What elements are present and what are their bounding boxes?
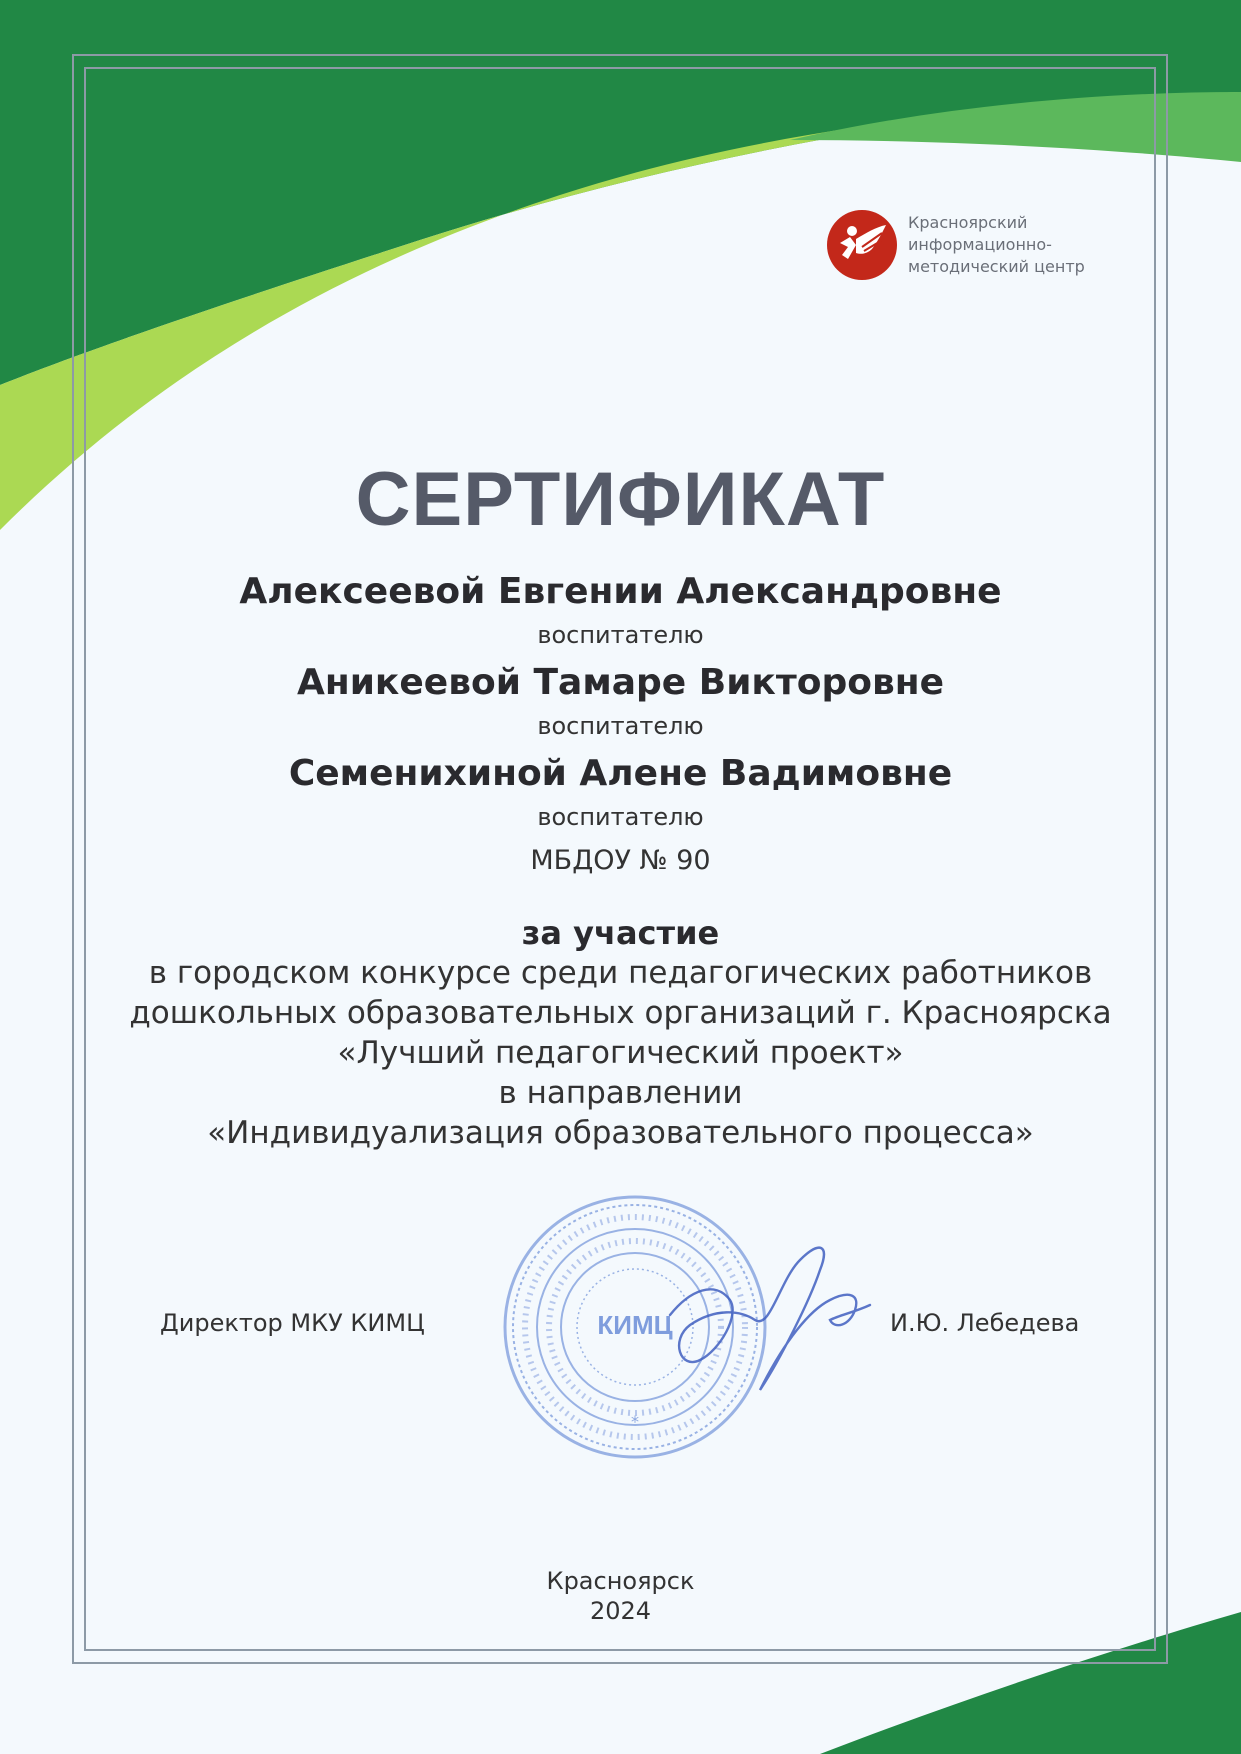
award-text-line: «Индивидуализация образовательного процесса» bbox=[207, 1115, 1034, 1151]
recipient-name: Алексеевой Евгении Александровне bbox=[239, 571, 1002, 612]
certificate-title: СЕРТИФИКАТ bbox=[355, 457, 886, 542]
recipient-role: воспитателю bbox=[537, 712, 704, 740]
logo-line: методический центр bbox=[908, 257, 1085, 276]
award-text-line: в городском конкурсе среди педагогических работников bbox=[148, 955, 1093, 991]
logo-caption bbox=[908, 212, 1148, 278]
stamp-center-text: КИМЦ bbox=[597, 1310, 673, 1340]
recipient-role: воспитателю bbox=[537, 803, 704, 831]
recipient-name: Семенихиной Алене Вадимовне bbox=[288, 753, 953, 794]
signatory-name: И.Ю. Лебедева bbox=[890, 1309, 1080, 1337]
award-text-line: дошкольных образовательных организаций г. Красноярска bbox=[129, 995, 1112, 1031]
logo-line: Красноярский bbox=[908, 213, 1028, 232]
svg-text:*: * bbox=[631, 1412, 639, 1431]
logo-line: информационно- bbox=[908, 235, 1052, 254]
kimc-logo-icon bbox=[826, 209, 898, 281]
signatory-position: Директор МКУ КИМЦ bbox=[160, 1309, 425, 1337]
recipient-role: воспитателю bbox=[537, 621, 704, 649]
handwritten-signature bbox=[660, 1220, 880, 1400]
award-text-line: «Лучший педагогический проект» bbox=[337, 1035, 904, 1071]
footer-city: Красноярск bbox=[546, 1567, 695, 1595]
footer-place-date bbox=[0, 1566, 1241, 1626]
footer-year: 2024 bbox=[589, 1597, 652, 1625]
organization-name: МБДОУ № 90 bbox=[530, 845, 711, 876]
recipient-name: Аникеевой Тамаре Викторовне bbox=[296, 662, 945, 703]
award-heading: за участие bbox=[521, 914, 720, 952]
award-text-line: в направлении bbox=[498, 1075, 743, 1111]
